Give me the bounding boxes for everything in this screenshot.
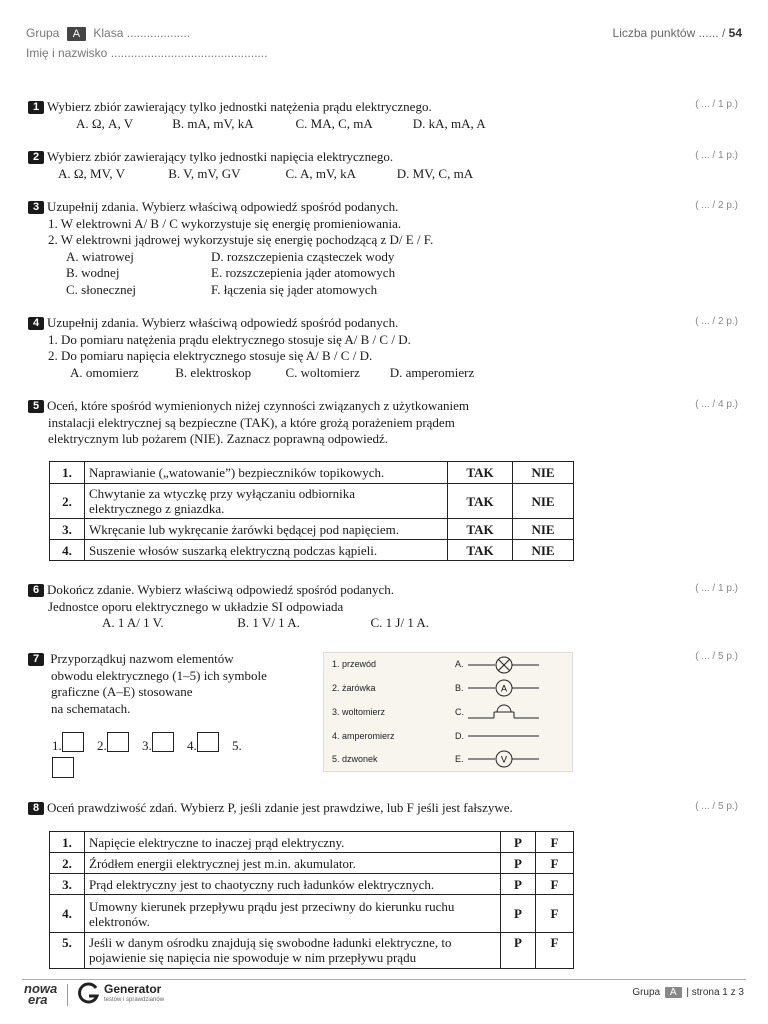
logo-divider <box>67 984 68 1006</box>
answer-box-3[interactable] <box>152 732 174 752</box>
answer-box-5[interactable] <box>52 757 74 778</box>
option-d[interactable]: D. amperomierz <box>389 364 475 380</box>
option-e[interactable]: E. rozszczepienia jąder atomowych <box>211 265 396 280</box>
symbol-label-d: D. <box>455 731 464 741</box>
svg-text:V: V <box>500 754 508 765</box>
question-text: Wybierz zbiór zawierający tylko jednostki natężenia prądu elektrycznego. <box>47 99 432 114</box>
footer-group-label: Grupa <box>632 987 661 998</box>
points-q7: ( ... / 5 p.) <box>695 651 738 662</box>
nie-option[interactable]: NIE <box>513 484 574 519</box>
table-row <box>50 462 574 484</box>
question-number: 8 <box>28 802 44 815</box>
true-false-table <box>49 831 574 969</box>
statement-2: 2. Do pomiaru napięcia elektrycznego stosuje się A/ B / C / D. <box>48 348 373 363</box>
circuit-symbols <box>468 653 568 771</box>
question-7 <box>28 651 267 717</box>
option-d[interactable]: D. MV, C, mA <box>396 165 474 181</box>
table-row <box>50 519 574 540</box>
table-row <box>50 853 574 874</box>
question-text: Uzupełnij zdania. Wybierz właściwą odpowiedź spośród podanych. <box>47 199 399 214</box>
option-b[interactable]: B. wodnej <box>66 265 120 280</box>
row-number: 3. <box>50 874 85 895</box>
row-statement: Suszenie włosów suszarką elektryczną podczas kąpieli. <box>85 540 448 561</box>
points-label: Liczba punktów <box>612 26 696 40</box>
question-number: 5 <box>28 400 44 413</box>
question-number: 6 <box>28 584 44 597</box>
row-statement: Naprawianie („watowanie”) bezpieczników topikowych. <box>85 462 448 484</box>
f-option[interactable]: F <box>536 853 574 874</box>
option-b[interactable]: B. V, mV, GV <box>168 165 241 181</box>
generator-brand: Generator testów i sprawdzianów <box>104 982 165 1003</box>
statement-1: 1. W elektrowni A/ B / C wykorzystuje się energię promieniowania. <box>48 215 402 231</box>
statement-2: 2. W elektrowni jądrowej wykorzystuje się energię pochodzącą z D/ E / F. <box>48 232 434 247</box>
points-dots: ...... <box>698 26 719 40</box>
points-sep: / <box>721 26 726 40</box>
option-b[interactable]: B. 1 V/ 1 A. <box>237 615 300 630</box>
footer-group-badge: A <box>665 987 682 998</box>
option-a[interactable]: A. Ω, MV, V <box>58 165 125 181</box>
row-number: 5. <box>50 933 85 969</box>
answer-label-3: 3. <box>142 738 152 753</box>
footer-page-info <box>632 987 744 998</box>
row-number: 4. <box>50 540 85 561</box>
statement-1: 1. Do pomiaru natężenia prądu elektrycznego stosuje się A/ B / C / D. <box>48 331 411 347</box>
option-b[interactable]: B. mA, mV, kA <box>172 115 254 131</box>
p-option[interactable]: P <box>501 853 536 874</box>
option-b[interactable]: B. elektroskop <box>175 364 252 380</box>
option-f[interactable]: F. łączenia się jąder atomowych <box>211 281 378 297</box>
p-option[interactable]: P <box>501 832 536 853</box>
answer-box-4[interactable] <box>197 732 219 752</box>
class-label: Klasa <box>93 26 124 40</box>
tak-option[interactable]: TAK <box>448 484 513 519</box>
answer-box-2[interactable] <box>107 732 129 752</box>
question-4 <box>28 315 474 381</box>
group-badge: A <box>67 27 86 41</box>
question-text-line-1: Oceń, które spośród wymienionych niżej czynności związanych z użytkowaniem <box>47 398 469 413</box>
p-option[interactable]: P <box>501 933 536 969</box>
tak-option[interactable]: TAK <box>448 540 513 561</box>
row-number: 2. <box>50 484 85 519</box>
option-c[interactable]: C. słonecznej <box>66 281 137 297</box>
option-c[interactable]: C. MA, C, mA <box>295 115 373 131</box>
f-option[interactable]: F <box>536 874 574 895</box>
voltmeter-symbol-icon <box>468 751 539 767</box>
question-text-line-4: na schematach. <box>51 700 131 716</box>
table-row <box>50 874 574 895</box>
question-8 <box>28 800 513 817</box>
table-row <box>50 895 574 933</box>
question-number: 3 <box>28 201 44 214</box>
f-option[interactable]: F <box>536 832 574 853</box>
row-statement: Wkręcanie lub wykręcanie żarówki będącej pod napięciem. <box>85 519 448 540</box>
item-1: 1. przewód <box>332 659 377 669</box>
points-total: 54 <box>728 26 742 40</box>
question-text: Dokończ zdanie. Wybierz właściwą odpowiedź spośród podanych. <box>47 582 394 597</box>
answer-box-5-wrap <box>52 757 78 781</box>
symbol-panel <box>323 652 573 772</box>
ammeter-symbol-icon <box>468 680 539 696</box>
row-statement: Chwytanie za wtyczkę przy wyłączaniu odbiornika elektrycznego z gniazdka. <box>85 484 448 519</box>
question-1 <box>28 99 486 132</box>
question-text-line-2: instalacji elektrycznej są bezpieczne (TAK), a które grożą porażeniem prądem <box>48 414 455 430</box>
question-number: 7 <box>28 653 44 666</box>
question-text: Oceń prawdziwość zdań. Wybierz P, jeśli zdanie jest prawdziwe, lub F jeśli jest fałszywe. <box>47 800 513 815</box>
row-statement: Prąd elektryczny jest to chaotyczny ruch ładunków elektrycznych. <box>85 874 501 895</box>
answer-label-1: 1. <box>52 738 62 753</box>
answer-label-2: 2. <box>97 738 107 753</box>
f-option[interactable]: F <box>536 895 574 933</box>
option-a[interactable]: A. omomierz <box>70 364 139 380</box>
name-dots: ............................................... <box>110 46 268 60</box>
question-text-line-3: graficzne (A–E) stosowane <box>51 684 193 699</box>
svg-text:A: A <box>500 683 508 694</box>
option-d[interactable]: D. kA, mA, A <box>412 115 486 131</box>
generator-logo-icon <box>77 982 101 1006</box>
row-statement: Umowny kierunek przepływu prądu jest przeciwny do kierunku ruchu elektronów. <box>85 895 501 933</box>
item-5: 5. dzwonek <box>332 754 378 764</box>
symbol-label-a: A. <box>455 659 464 669</box>
question-text-line-2: obwodu elektrycznego (1–5) ich symbole <box>51 667 267 683</box>
question-text: Wybierz zbiór zawierający tylko jednostki napięcia elektrycznego. <box>47 149 394 164</box>
question-number: 4 <box>28 317 44 330</box>
statement-1: Jednostce oporu elektrycznego w układzie SI odpowiada <box>48 598 344 614</box>
row-statement: Napięcie elektryczne to inaczej prąd elektryczny. <box>85 832 501 853</box>
question-text: Uzupełnij zdania. Wybierz właściwą odpowiedź spośród podanych. <box>47 315 399 330</box>
header-name-line <box>26 46 267 60</box>
question-2 <box>28 149 473 182</box>
nie-option[interactable]: NIE <box>513 462 574 484</box>
nie-option[interactable]: NIE <box>513 540 574 561</box>
row-number: 1. <box>50 832 85 853</box>
answer-boxes <box>52 732 292 755</box>
row-number: 3. <box>50 519 85 540</box>
points-total-line <box>613 26 742 40</box>
group-label: Grupa <box>26 26 60 40</box>
footer-page-number: | strona 1 z 3 <box>686 987 744 998</box>
nowa-era-logo: nowa era <box>24 981 58 1007</box>
row-number: 2. <box>50 853 85 874</box>
question-text-line-3: elektrycznym lub pożarem (NIE). Zaznacz poprawną odpowiedź. <box>48 431 389 446</box>
f-option[interactable]: F <box>536 933 574 969</box>
nie-option[interactable]: NIE <box>513 519 574 540</box>
item-4: 4. amperomierz <box>332 731 395 741</box>
option-d[interactable]: D. rozszczepienia cząsteczek wody <box>211 248 395 264</box>
option-a[interactable]: A. wiatrowej <box>66 248 134 264</box>
question-text-line-1: Przyporządkuj nazwom elementów <box>50 651 234 666</box>
option-a[interactable]: A. Ω, A, V <box>76 115 134 131</box>
bell-symbol-icon <box>468 705 539 718</box>
table-row <box>50 832 574 853</box>
safety-table <box>49 461 574 561</box>
question-6 <box>28 582 429 632</box>
tak-option[interactable]: TAK <box>448 462 513 484</box>
question-5 <box>28 398 469 448</box>
answer-label-5: 5. <box>232 738 242 753</box>
class-dots: ................... <box>126 26 191 40</box>
points-q5: ( ... / 4 p.) <box>695 399 738 410</box>
answer-label-4: 4. <box>187 738 197 753</box>
footer-divider <box>22 979 746 980</box>
option-c[interactable]: C. 1 J/ 1 A. <box>370 615 430 630</box>
option-c[interactable]: C. woltomierz <box>285 364 360 380</box>
points-q1: ( ... / 1 p.) <box>695 99 738 110</box>
answer-box-1[interactable] <box>62 732 84 752</box>
symbol-label-e: E. <box>455 754 464 764</box>
points-q2: ( ... / 1 p.) <box>695 150 738 161</box>
symbol-label-b: B. <box>455 683 464 693</box>
name-label: Imię i nazwisko <box>26 46 108 60</box>
points-q8: ( ... / 5 p.) <box>695 801 738 812</box>
header-class-line <box>26 26 190 41</box>
table-row <box>50 484 574 519</box>
tak-option[interactable]: TAK <box>448 519 513 540</box>
row-statement: Źródłem energii elektrycznej jest m.in. akumulator. <box>85 853 501 874</box>
option-c[interactable]: C. A, mV, kA <box>285 165 357 181</box>
question-3 <box>28 199 433 298</box>
p-option[interactable]: P <box>501 895 536 933</box>
row-number: 1. <box>50 462 85 484</box>
table-row <box>50 540 574 561</box>
question-number: 1 <box>28 101 44 114</box>
row-number: 4. <box>50 895 85 933</box>
option-a[interactable]: A. 1 A/ 1 V. <box>102 615 164 630</box>
bulb-symbol-icon <box>468 657 539 673</box>
p-option[interactable]: P <box>501 874 536 895</box>
row-statement: Jeśli w danym ośrodku znajdują się swobodne ładunki elektryczne, to pojawienie się napięcia nie spowoduje w nim przepływu prądu <box>85 933 501 969</box>
question-number: 2 <box>28 151 44 164</box>
points-q4: ( ... / 2 p.) <box>695 316 738 327</box>
symbol-label-c: C. <box>455 707 464 717</box>
item-2: 2. żarówka <box>332 683 376 693</box>
points-q3: ( ... / 2 p.) <box>695 200 738 211</box>
points-q6: ( ... / 1 p.) <box>695 583 738 594</box>
item-3: 3. woltomierz <box>332 707 386 717</box>
table-row <box>50 933 574 969</box>
